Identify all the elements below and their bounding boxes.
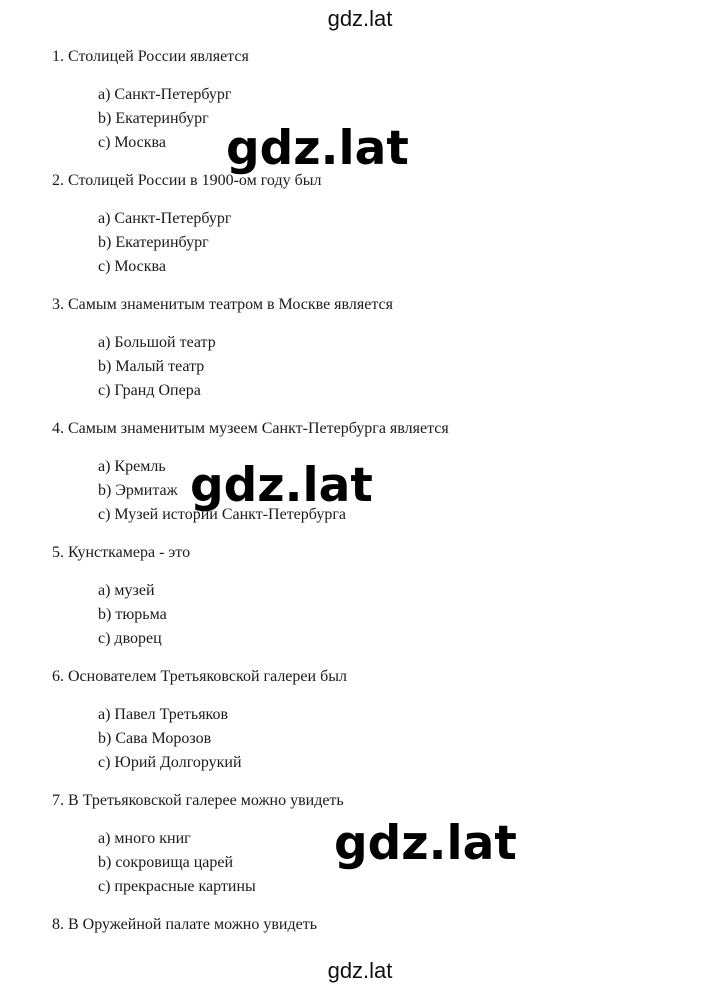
question-6-option-a: a) Павел Третьяков [98, 706, 229, 723]
question-7-option-b: b) сокровища царей [98, 854, 234, 871]
question-8-text: 8. В Оружейной палате можно увидеть [52, 916, 317, 933]
question-7-option-c: c) прекрасные картины [98, 878, 256, 895]
question-7-text: 7. В Третьяковской галерее можно увидеть [52, 792, 344, 809]
footer-watermark: gdz.lat [327, 958, 393, 983]
question-1-option-c: c) Москва [98, 134, 166, 151]
question-3-option-c: c) Гранд Опера [98, 382, 201, 399]
question-2-option-a: a) Санкт-Петербург [98, 210, 232, 227]
overlay-watermark-3: gdz.lat [334, 816, 517, 871]
question-1-option-a: a) Санкт-Петербург [98, 86, 232, 103]
overlay-watermark-1: gdz.lat [226, 121, 409, 176]
question-1-text: 1. Столицей России является [52, 48, 249, 65]
question-4-option-b: b) Эрмитаж [98, 482, 178, 499]
overlay-watermark-2: gdz.lat [190, 458, 373, 513]
question-6-text: 6. Основателем Третьяковской галереи был [52, 668, 347, 685]
question-5-option-b: b) тюрьма [98, 606, 167, 623]
question-3-option-b: b) Малый театр [98, 358, 205, 375]
question-4-option-c: c) Музей истории Санкт-Петербурга [98, 506, 346, 523]
question-4-option-a: a) Кремль [98, 458, 166, 475]
question-4-text: 4. Самым знаменитым музеем Санкт-Петербурга является [52, 420, 449, 437]
question-5-option-a: a) музей [98, 582, 155, 599]
header-watermark: gdz.lat [327, 6, 393, 31]
question-6-option-b: b) Сава Морозов [98, 730, 212, 747]
question-7-option-a: a) много книг [98, 830, 191, 847]
question-2-option-b: b) Екатеринбург [98, 234, 209, 251]
question-3-option-a: a) Большой театр [98, 334, 216, 351]
question-5-text: 5. Кунсткамера - это [52, 544, 191, 561]
question-5-option-c: c) дворец [98, 630, 162, 647]
question-3-text: 3. Самым знаменитым театром в Москве является [52, 296, 393, 313]
question-2-text: 2. Столицей России в 1900-ом году был [52, 172, 322, 189]
question-2-option-c: c) Москва [98, 258, 166, 275]
question-6-option-c: c) Юрий Долгорукий [98, 754, 242, 771]
question-1-option-b: b) Екатеринбург [98, 110, 209, 127]
